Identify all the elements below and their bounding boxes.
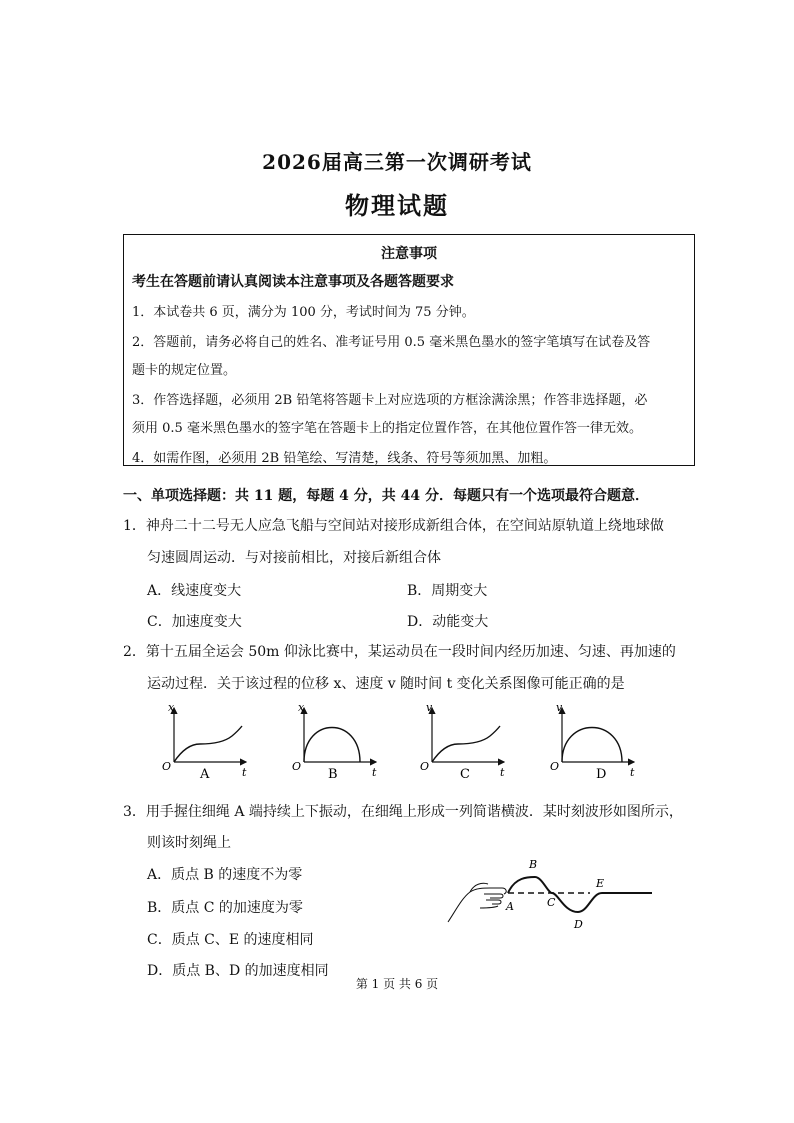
graph-c	[420, 701, 505, 782]
q3-option-a: A．质点 B 的速度不为零	[147, 867, 303, 883]
point-e-label: E	[596, 877, 605, 890]
graph-c-ylabel: v	[426, 701, 433, 714]
question-2-line-1: 2．第十五届全运会 50m 仰泳比赛中，某运动员在一段时间内经历加速、匀速、再加速的	[123, 644, 676, 660]
curve-b	[304, 728, 360, 763]
notice-subtitle: 考生在答题前请认真阅读本注意事项及各题答题要求	[132, 274, 454, 290]
curve-d	[562, 728, 622, 763]
page-footer: 第 1 页 共 6 页	[355, 977, 439, 991]
graph-d-xlabel: t	[630, 766, 635, 779]
notice-line: 2．答题前，请务必将自己的姓名、准考证号用 0.5 毫米黑色墨水的签字笔填写在试卷及答	[132, 335, 651, 350]
graph-a-ylabel: x	[168, 701, 175, 714]
graph-c-origin: O	[420, 760, 430, 773]
wave-curve	[508, 877, 652, 912]
q3-option-d: D．质点 B、D 的加速度相同	[147, 963, 329, 979]
notice-box	[123, 234, 695, 466]
notice-heading: 注意事项	[381, 246, 437, 262]
curve-c	[432, 726, 500, 762]
notice-line: 4．如需作图，必须用 2B 铅笔绘、写清楚，线条、符号等须加黑、加粗。	[132, 451, 557, 466]
question-2-line-2: 运动过程．关于该过程的位移 x、速度 v 随时间 t 变化关系图像可能正确的是	[147, 676, 625, 692]
graph-c-xlabel: t	[500, 766, 505, 779]
question-1-line-1: 1．神舟二十二号无人应急飞船与空间站对接形成新组合体，在空间站原轨道上绕地球做	[123, 518, 664, 534]
curve-a	[174, 726, 242, 762]
q1-option-c: C．加速度变大	[147, 614, 242, 630]
notice-line: 3．作答选择题，必须用 2B 铅笔将答题卡上对应选项的方框涂满涂黑；作答非选择题，必	[132, 393, 648, 408]
graph-b	[292, 701, 377, 782]
graph-c-label: C	[460, 767, 470, 782]
graph-b-xlabel: t	[372, 766, 377, 779]
question-1-line-2: 匀速圆周运动．与对接前相比，对接后新组合体	[147, 550, 441, 566]
question-3-line-2: 则该时刻绳上	[147, 835, 231, 851]
graph-a-label: A	[200, 767, 210, 782]
graph-d	[550, 701, 635, 782]
graph-d-ylabel: v	[556, 701, 563, 714]
exam-title: 2026届高三第一次调研考试	[262, 150, 532, 174]
point-a-label: A	[506, 900, 514, 913]
rope-wave-figure	[440, 852, 660, 934]
q3-option-b: B．质点 C 的加速度为零	[147, 900, 303, 916]
notice-line: 须用 0.5 毫米黑色墨水的签字笔在答题卡上的指定位置作答，在其他位置作答一律无效。	[132, 421, 642, 436]
q3-option-c: C．质点 C、E 的速度相同	[147, 932, 314, 948]
question-3-line-1: 3．用手握住细绳 A 端持续上下振动，在细绳上形成一列简谐横波．某时刻波形如图所示，	[123, 804, 683, 820]
q1-option-d: D．动能变大	[407, 614, 489, 630]
point-d-label: D	[574, 918, 583, 931]
notice-line: 题卡的规定位置。	[132, 363, 237, 378]
graph-b-ylabel: x	[298, 701, 305, 714]
graph-b-origin: O	[292, 760, 302, 773]
graph-a-origin: O	[162, 760, 172, 773]
q1-option-a: A．线速度变大	[147, 583, 242, 599]
graph-d-label: D	[596, 767, 607, 782]
notice-line: 1．本试卷共 6 页，满分为 100 分，考试时间为 75 分钟。	[132, 305, 475, 320]
point-b-label: B	[529, 858, 538, 871]
graph-a-xlabel: t	[242, 766, 247, 779]
graph-a	[162, 701, 247, 782]
graph-b-label: B	[328, 767, 338, 782]
q1-option-b: B．周期变大	[407, 583, 488, 599]
hand-icon	[448, 883, 506, 922]
subject-title: 物理试题	[345, 191, 449, 220]
graph-d-origin: O	[550, 760, 560, 773]
q2-graphs-figure	[150, 698, 670, 784]
point-c-label: C	[547, 896, 556, 909]
section-heading: 一、单项选择题：共 11 题，每题 4 分，共 44 分．每题只有一个选项最符合题意．	[123, 488, 649, 504]
